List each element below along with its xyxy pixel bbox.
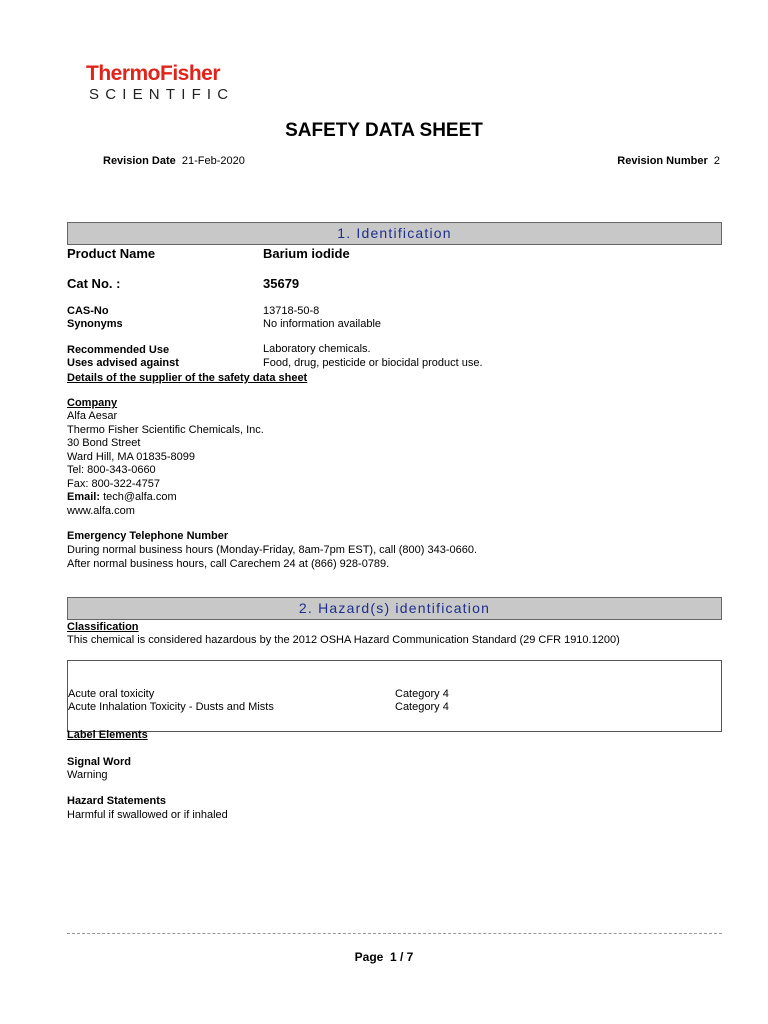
page-number: 1 / 7 <box>390 950 414 964</box>
page-indicator <box>0 950 768 964</box>
supplier-details-heading: Details of the supplier of the safety data sheet <box>67 372 308 384</box>
product-name-label: Product Name <box>67 246 156 261</box>
section-1-header: 1. Identification <box>67 222 722 245</box>
classification-text: This chemical is considered hazardous by the 2012 OSHA Hazard Communication Standard (29 CFR 1910.1200) <box>67 634 620 646</box>
product-name-value: Barium iodide <box>263 246 350 261</box>
emergency-line: During normal business hours (Monday-Friday, 8am-7pm EST), call (800) 343-0660. <box>67 544 478 556</box>
recommended-use-label: Recommended Use <box>67 344 170 356</box>
page-label: Page <box>354 950 384 964</box>
email-link[interactable]: tech@alfa.com <box>103 491 177 503</box>
signal-word-label: Signal Word <box>67 756 131 768</box>
class-category: Category 4 <box>395 701 449 713</box>
emergency-phone-heading: Emergency Telephone Number <box>67 530 229 542</box>
classification-heading: Classification <box>67 621 139 633</box>
document-title: SAFETY DATA SHEET <box>285 120 483 141</box>
thermofisher-logo: ThermoFisher <box>86 62 221 85</box>
hazard-statements-value: Harmful if swallowed or if inhaled <box>67 809 228 821</box>
revision-date-value: 21-Feb-2020 <box>181 155 245 167</box>
cas-no-label: CAS-No <box>67 305 109 317</box>
website-link[interactable]: www.alfa.com <box>67 504 135 517</box>
synonyms-label: Synonyms <box>67 318 123 330</box>
section-2-header: 2. Hazard(s) identification <box>67 597 722 620</box>
cat-no-label: Cat No. : <box>67 276 121 291</box>
company-address <box>67 410 264 518</box>
class-name: Acute oral toxicity <box>68 688 155 700</box>
company-line: Ward Hill, MA 01835-8099 <box>67 450 195 463</box>
class-category: Category 4 <box>395 688 449 700</box>
label-elements-heading: Label Elements <box>67 729 148 741</box>
cat-no-value: 35679 <box>263 276 300 291</box>
uses-advised-against-value: Food, drug, pesticide or biocidal product use. <box>263 357 483 369</box>
company-line: Alfa Aesar <box>67 410 118 422</box>
class-name: Acute Inhalation Toxicity - Dusts and Mists <box>68 701 274 713</box>
emergency-line: After normal business hours, call Carechem 24 at (866) 928-0789. <box>67 557 390 570</box>
company-line: 30 Bond Street <box>67 437 141 449</box>
cas-no-value: 13718-50-8 <box>263 305 320 317</box>
revision-date <box>103 155 245 167</box>
company-line: Thermo Fisher Scientific Chemicals, Inc. <box>67 423 264 436</box>
email-label: Email: <box>67 491 101 503</box>
revision-date-label: Revision Date <box>103 155 176 167</box>
company-line: Fax: 800-322-4757 <box>67 477 160 490</box>
revision-number-value: 2 <box>713 155 720 167</box>
company-heading: Company <box>67 397 118 409</box>
footer-divider <box>67 933 722 934</box>
signal-word-value: Warning <box>67 769 108 781</box>
hazard-statements-label: Hazard Statements <box>67 795 167 807</box>
synonyms-value: No information available <box>263 318 382 330</box>
emergency-phone-text <box>67 544 477 571</box>
revision-number-label: Revision Number <box>617 155 708 167</box>
company-line: Tel: 800-343-0660 <box>67 464 156 476</box>
recommended-use-value: Laboratory chemicals. <box>263 343 371 355</box>
scientific-logo-text: SCIENTIFIC <box>89 86 235 103</box>
uses-advised-against-label: Uses advised against <box>67 357 179 369</box>
revision-number <box>617 155 720 167</box>
company-email <box>67 491 264 505</box>
